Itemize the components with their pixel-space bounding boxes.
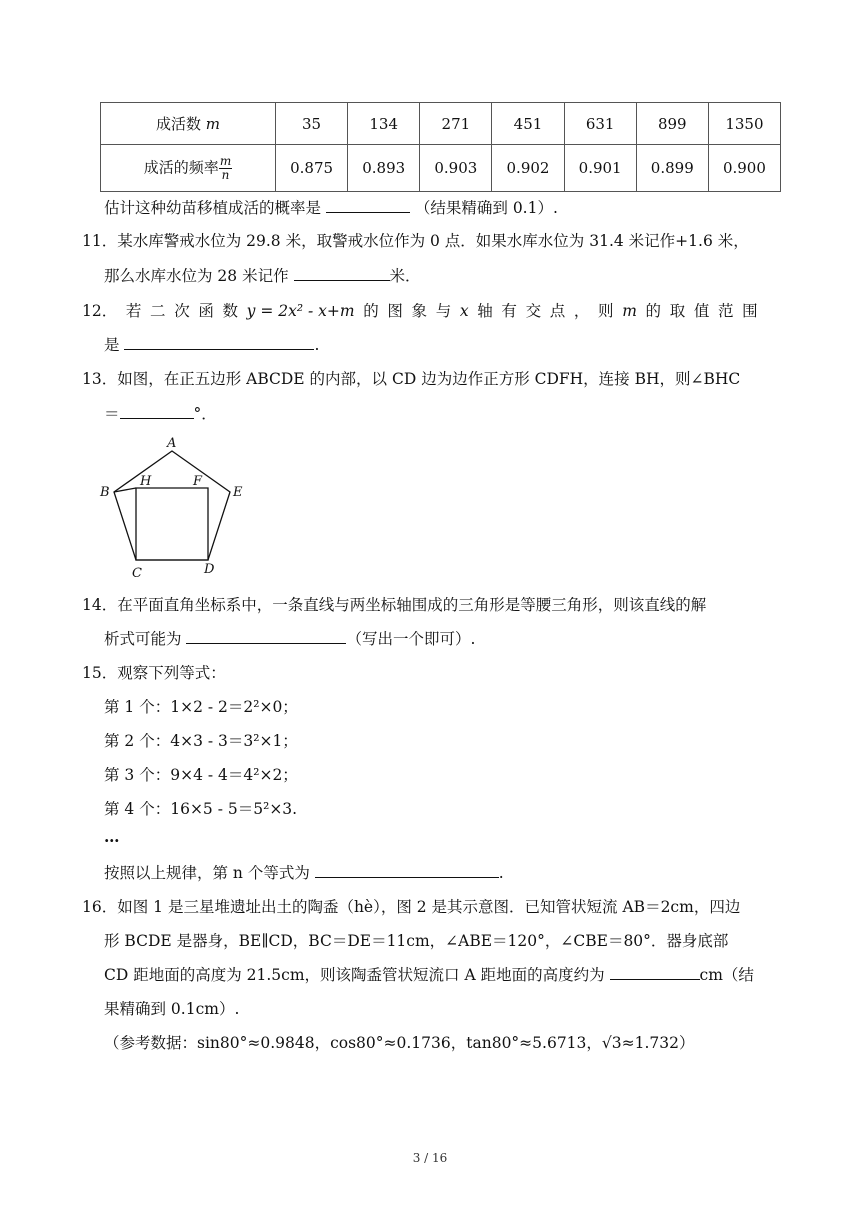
table-row-label: 成活数 m: [101, 103, 276, 145]
q15-rule: 按照以上规律，第 n 个等式为 .: [104, 864, 504, 882]
table-cell: 35: [276, 103, 348, 145]
label-e: E: [233, 485, 243, 500]
square-cdfh: [136, 488, 208, 560]
q12-line1: 12． 若 二 次 函 数 y = 2x² - x+m 的 图 象 与 x 轴 有 交 点 ， 则 m 的 取 值 范 围: [82, 302, 758, 320]
label-c: C: [132, 566, 142, 580]
table-cell: 0.900: [708, 145, 780, 192]
answer-blank[interactable]: [120, 403, 194, 419]
table-cell: 134: [348, 103, 420, 145]
q16-reference-data: （参考数据：sin80°≈0.9848，cos80°≈0.1736，tan80°≈5.6713，√3≈1.732）: [104, 1034, 695, 1052]
label-a: A: [167, 436, 177, 451]
q15-intro: 15．观察下列等式：: [82, 664, 226, 682]
table-cell: 1350: [708, 103, 780, 145]
answer-blank[interactable]: [315, 862, 499, 878]
q15-eq2: 第 2 个：4×3 - 3＝3²×1；: [104, 732, 298, 750]
answer-blank[interactable]: [326, 197, 410, 213]
label-b: B: [100, 485, 110, 500]
pentagon-abcde: [114, 451, 230, 560]
table-row: [101, 145, 781, 192]
q16-line3: CD 距地面的高度为 21.5cm，则该陶盉管状短流口 A 距地面的高度约为 cm（结: [104, 966, 754, 984]
q15-dots: …: [104, 827, 120, 846]
table-row-label: 成活的频率 $\frac{m}{n}$: [101, 145, 276, 192]
table-cell: 271: [420, 103, 492, 145]
answer-blank[interactable]: [186, 628, 346, 644]
q13-line1: 13．如图，在正五边形 ABCDE 的内部，以 CD 边为边作正方形 CDFH，连接 BH，则∠BHC: [82, 370, 741, 388]
label-h: H: [140, 474, 152, 489]
q13-line2: ＝ °．: [104, 405, 217, 423]
table-row: [101, 103, 781, 145]
q11-line1: 11．某水库警戒水位为 29.8 米，取警戒水位作为 0 点．如果水库水位为 31.4 米记作+1.6 米，: [82, 232, 749, 250]
q11-line2: 那么水库水位为 28 米记作 米．: [104, 267, 421, 285]
answer-blank[interactable]: [124, 334, 314, 350]
table-cell: 899: [636, 103, 708, 145]
page-number: 3 / 16: [412, 1151, 448, 1165]
q14-line1: 14．在平面直角坐标系中，一条直线与两坐标轴围成的三角形是等腰三角形，则该直线的解: [82, 596, 707, 614]
q12-line2: 是 .: [104, 336, 320, 354]
q14-line2: 析式可能为 （写出一个即可）.: [104, 630, 476, 648]
q15-eq1: 第 1 个：1×2 - 2＝2²×0；: [104, 698, 298, 716]
table-cell: 451: [492, 103, 564, 145]
q15-eq4: 第 4 个：16×5 - 5＝5²×3.: [104, 800, 298, 818]
table-cell: 0.901: [564, 145, 636, 192]
table-cell: 0.875: [276, 145, 348, 192]
q16-line2: 形 BCDE 是器身，BE∥CD，BC＝DE＝11cm，∠ABE＝120°，∠CBE＝80°．器身底部: [104, 932, 729, 950]
table-cell: 0.899: [636, 145, 708, 192]
q10-tail: 估计这种幼苗移植成活的概率是 （结果精确到 0.1）.: [104, 199, 558, 217]
answer-blank[interactable]: [610, 964, 700, 980]
label-d: D: [204, 562, 215, 577]
table-cell: 631: [564, 103, 636, 145]
table-cell: 0.903: [420, 145, 492, 192]
table-cell: 0.893: [348, 145, 420, 192]
frequency-table: [100, 102, 781, 192]
label-f: F: [193, 474, 203, 489]
answer-blank[interactable]: [294, 265, 390, 281]
q16-line4: 果精确到 0.1cm）.: [104, 1000, 240, 1018]
fraction: $\frac{m}{n}$: [219, 153, 232, 182]
table-cell: 0.902: [492, 145, 564, 192]
q15-eq3: 第 3 个：9×4 - 4＝4²×2；: [104, 766, 298, 784]
q16-line1: 16．如图 1 是三星堆遗址出土的陶盉（hè），图 2 是其示意图．已知管状短流 AB＝2cm，四边: [82, 898, 741, 916]
pentagon-square-figure: [96, 434, 256, 580]
